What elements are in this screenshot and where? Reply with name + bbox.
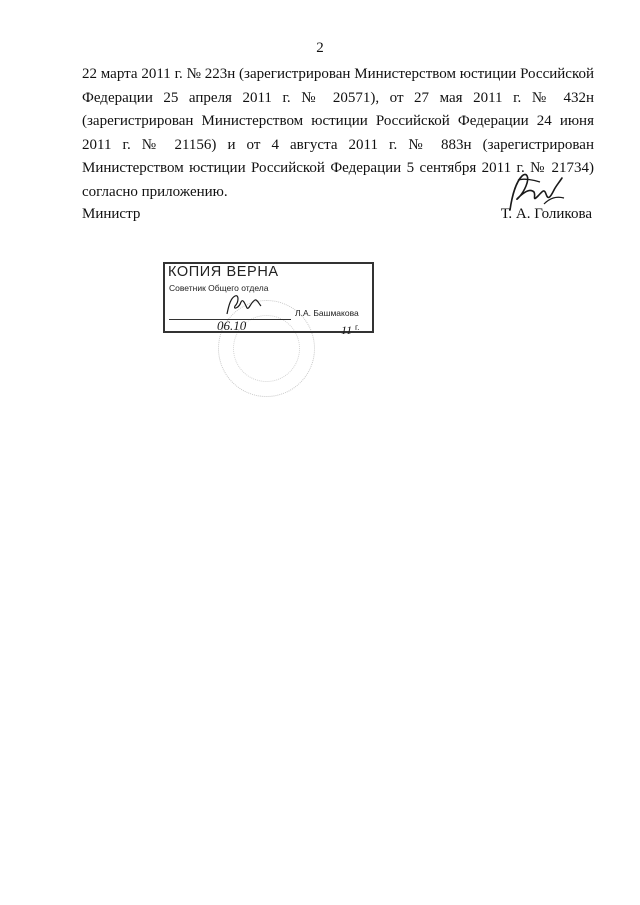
stamp-handwritten-signature: [227, 296, 261, 314]
stamp-signature-line: [169, 319, 291, 320]
page-number: 2: [316, 40, 324, 56]
stamp-year-suffix: г.: [355, 322, 360, 332]
body-paragraph: 22 марта 2011 г. № 223н (зарегистрирован Министерством юстиции Российской Федерации 25 апреля 2011 г. № 20571), от 27 мая 2011 г. № 432н (зарегистрирован Министерством юстиции Российской Федерации 24 июня 2011 г. № 21156) и от 4 августа 2011 г. № 883н (зарегистрирован Министерством юстиции Российской Федерации 5 сентября 2011 г. № 21734) согласно приложению.: [82, 66, 594, 200]
stamp-handwritten-year: 11: [341, 323, 353, 335]
stamp-title: КОПИЯ ВЕРНА: [168, 264, 279, 280]
stamp-date-line: [169, 332, 353, 333]
minister-name: Т. А. Голикова: [500, 206, 592, 222]
stamp-position: Советник Общего отдела: [169, 283, 269, 293]
stamp-name: Л.А. Башмакова: [295, 308, 359, 318]
copy-certified-stamp: [163, 262, 374, 333]
minister-title: Министр: [82, 206, 141, 222]
stamp-handwritten-date: 06.10: [217, 318, 247, 333]
